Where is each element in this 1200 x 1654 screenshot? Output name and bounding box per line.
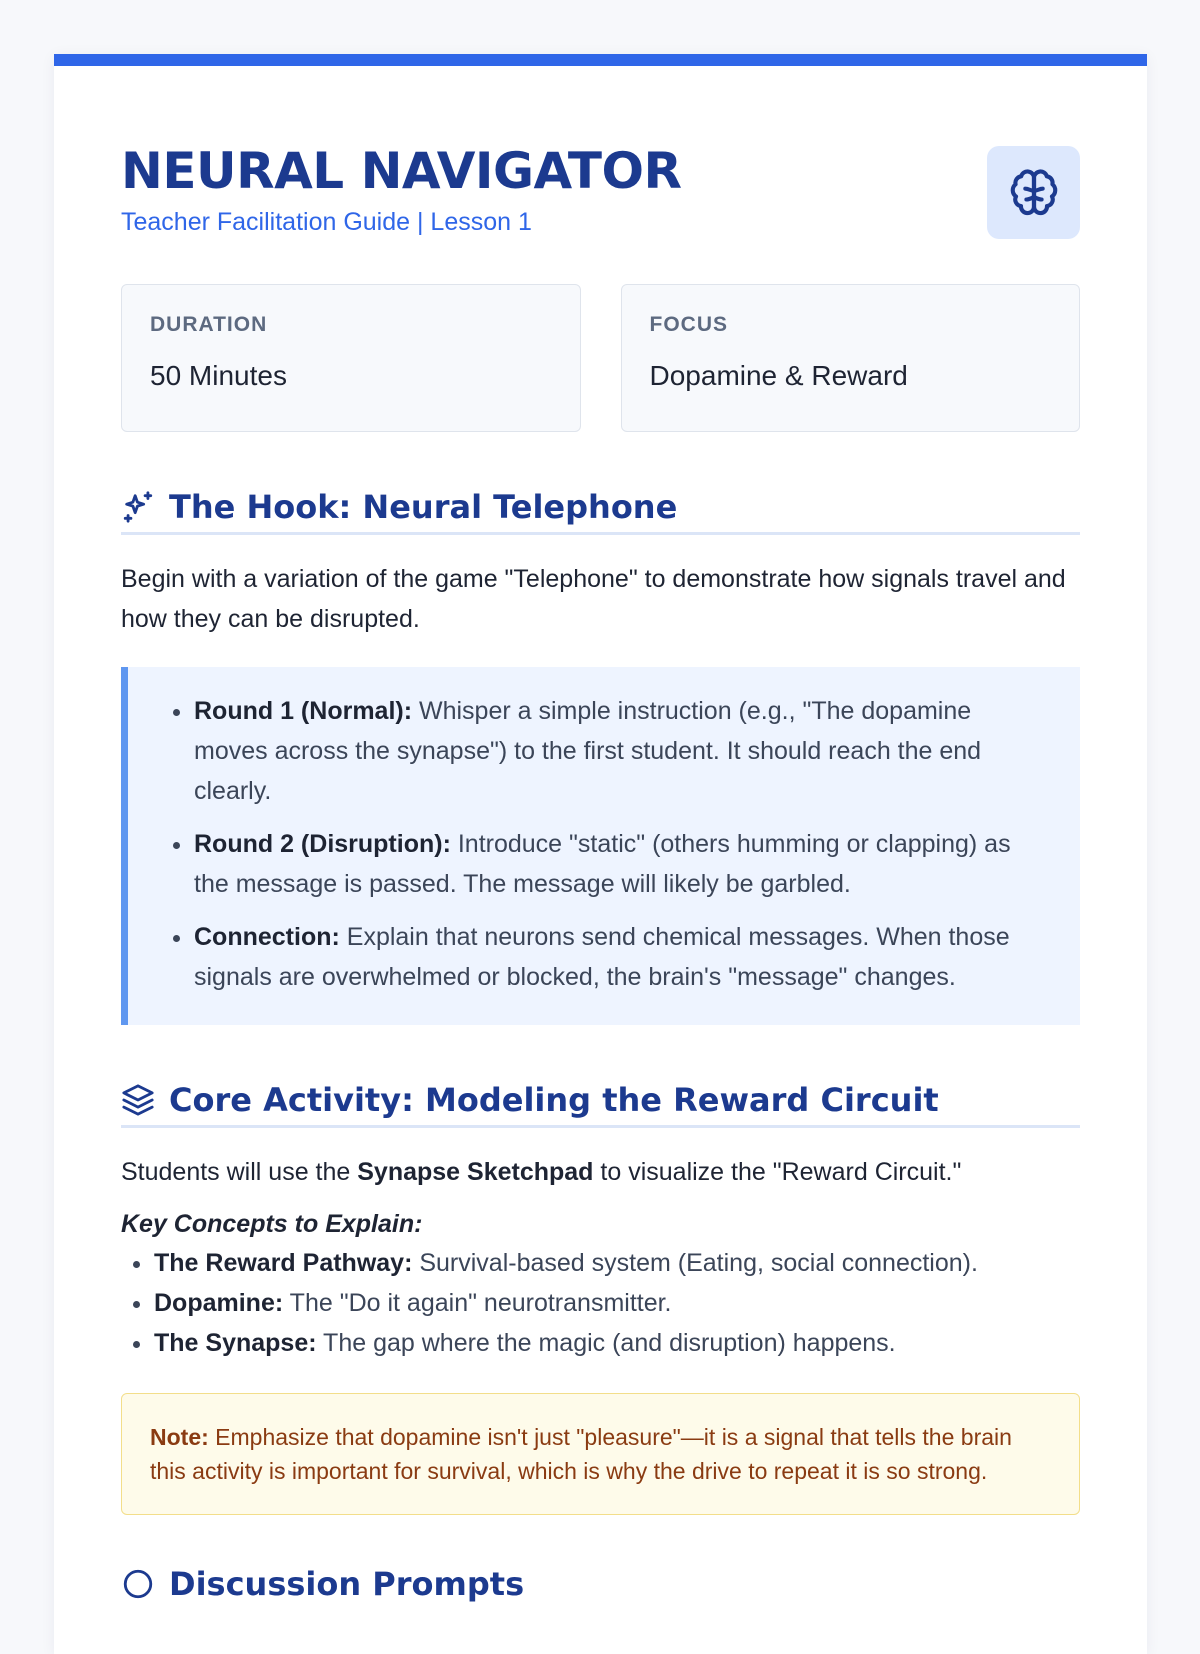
- list-item-label: The Reward Pathway:: [154, 1249, 413, 1277]
- list-item-label: Round 1 (Normal):: [194, 697, 413, 725]
- hook-callout: [121, 667, 1080, 1025]
- list-item-label: Round 2 (Disruption):: [194, 830, 451, 858]
- core-intro-tool: Synapse Sketchpad: [357, 1158, 594, 1186]
- brain-icon: [1008, 167, 1060, 219]
- list-item: [194, 691, 1050, 811]
- concepts-list: [121, 1243, 1080, 1363]
- duration-value: 50 Minutes: [150, 360, 287, 391]
- list-item: [154, 1243, 1080, 1283]
- list-item: [154, 1283, 1080, 1323]
- layers-icon: [121, 1083, 155, 1117]
- sparkles-icon: [121, 490, 155, 524]
- brain-logo: [987, 146, 1080, 239]
- note-box: [121, 1393, 1080, 1515]
- core-intro-text-end: to visualize the "Reward Circuit.": [593, 1158, 962, 1186]
- note-label: Note:: [150, 1424, 209, 1450]
- hook-title: The Hook: Neural Telephone: [169, 488, 678, 526]
- core-intro: [121, 1152, 1080, 1192]
- hook-heading: [121, 488, 1080, 535]
- concepts-title: Key Concepts to Explain:: [121, 1210, 423, 1238]
- core-title: Core Activity: Modeling the Reward Circuit: [169, 1081, 939, 1119]
- hook-rounds-list: [156, 691, 1050, 997]
- lesson-header: [121, 66, 1080, 284]
- circle-icon: [121, 1567, 155, 1601]
- list-item-text: The "Do it again" neurotransmitter.: [283, 1289, 672, 1317]
- focus-value: Dopamine & Reward: [649, 360, 908, 391]
- page-subtitle: Teacher Facilitation Guide | Lesson 1: [121, 208, 532, 236]
- list-item: [194, 824, 1050, 904]
- list-item-text: Introduce "static" (others humming or clapping) as the message is passed. The message will likely be garbled.: [194, 830, 1011, 898]
- list-item-label: Dopamine:: [154, 1289, 284, 1317]
- discussion-heading: [121, 1565, 1080, 1603]
- core-intro-text: Students will use the: [121, 1158, 358, 1186]
- list-item-text: Whisper a simple instruction (e.g., "The dopamine moves across the synapse") to the first student. It should reach the end clearly.: [194, 697, 982, 805]
- lesson-card: [54, 54, 1147, 1654]
- focus-box: [621, 284, 1081, 432]
- note-text: Emphasize that dopamine isn't just "pleasure"—it is a signal that tells the brain this activity is important for survival, which is why the drive to repeat it is so strong.: [150, 1424, 1012, 1484]
- hook-intro: Begin with a variation of the game "Telephone" to demonstrate how signals travel and how they can be disrupted.: [121, 565, 1066, 633]
- list-item: [194, 917, 1050, 997]
- hook-section: [121, 488, 1080, 1025]
- discussion-title: Discussion Prompts: [169, 1565, 525, 1603]
- list-item-text: The gap where the magic (and disruption) happens.: [316, 1329, 896, 1357]
- list-item-label: The Synapse:: [154, 1329, 317, 1357]
- list-item: [154, 1323, 1080, 1363]
- list-item-label: Connection:: [194, 923, 340, 951]
- page-title: NEURAL NAVIGATOR: [121, 142, 682, 200]
- list-item-text: Explain that neurons send chemical messages. When those signals are overwhelmed or blocked, the brain's "message" changes.: [194, 923, 1010, 991]
- list-item-text: Survival-based system (Eating, social connection).: [412, 1249, 978, 1277]
- lesson-meta: [121, 284, 1080, 432]
- duration-label: DURATION: [150, 313, 268, 336]
- duration-box: [121, 284, 581, 432]
- core-heading: [121, 1081, 1080, 1128]
- focus-label: FOCUS: [649, 313, 728, 336]
- core-section: [121, 1081, 1080, 1515]
